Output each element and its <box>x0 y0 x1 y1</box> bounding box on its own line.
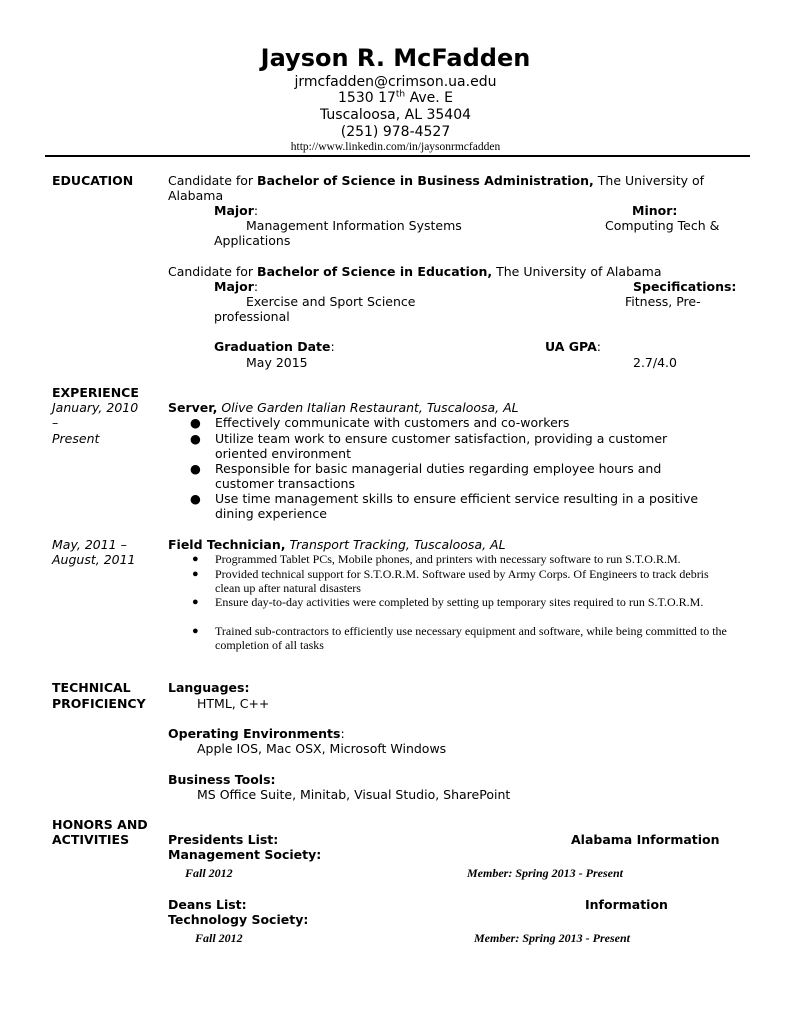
applicant-name: Jayson R. McFadden <box>260 44 531 72</box>
job-2-title: Field Technician, Transport Tracking, Tuscaloosa, AL <box>168 537 506 552</box>
honor-1-right: Alabama Information <box>571 832 720 847</box>
honor-1-date-right: Member: Spring 2013 - Present <box>467 866 623 880</box>
degree-2-spec-value: Fitness, Pre- <box>625 294 701 309</box>
degree-1-line: Candidate for Bachelor of Science in Business Administration, The University of <box>168 173 705 188</box>
honor-2-right: Information <box>585 897 668 912</box>
degree-1-minor-label: Minor: <box>632 203 678 218</box>
job-2-date-start: May, 2011 – <box>52 537 127 552</box>
honor-2-cont: Technology Society: <box>168 912 309 927</box>
education-heading: EDUCATION <box>52 173 134 188</box>
honor-1-left: Presidents List: <box>168 832 279 847</box>
degree-1-minor-value: Computing Tech & <box>605 218 720 233</box>
os-value: Apple IOS, Mac OSX, Microsoft Windows <box>197 741 447 756</box>
email-address[interactable]: jrmcfadden@crimson.ua.edu <box>294 74 497 90</box>
job-1-date-start: January, 2010 <box>52 400 139 415</box>
header-divider <box>45 155 750 157</box>
degree-2-line: Candidate for Bachelor of Science in Education, The University of Alabama <box>168 264 662 279</box>
technical-heading-line-1: TECHNICAL <box>52 680 131 695</box>
tools-value: MS Office Suite, Minitab, Visual Studio, SharePoint <box>197 787 511 802</box>
degree-2-spec-cont: professional <box>214 309 290 324</box>
graduation-value: May 2015 <box>246 355 308 370</box>
experience-heading: EXPERIENCE <box>52 385 139 400</box>
degree-1-major-value: Management Information Systems <box>246 218 462 233</box>
job-2-date-end: August, 2011 <box>52 552 136 567</box>
bullet-icon: ● <box>190 415 201 430</box>
graduation-label: Graduation Date: <box>214 339 335 354</box>
honors-heading-line-2: ACTIVITIES <box>52 832 130 847</box>
degree-1-minor-cont: Applications <box>214 233 291 248</box>
phone-number: (251) 978-4527 <box>340 124 451 140</box>
degree-2-major-value: Exercise and Sport Science <box>246 294 416 309</box>
bullet-icon: ● <box>192 568 199 580</box>
honors-heading-line-1: HONORS AND <box>52 817 148 832</box>
degree-2-major-label: Major: <box>214 279 259 294</box>
degree-2-spec-label: Specifications: <box>633 279 737 294</box>
bullet-icon: ● <box>190 491 201 506</box>
honor-2-date-right: Member: Spring 2013 - Present <box>474 931 630 945</box>
bullet-icon: ● <box>192 625 199 637</box>
bullet-icon: ● <box>190 461 201 476</box>
city-address: Tuscaloosa, AL 35404 <box>319 107 472 123</box>
linkedin-link[interactable]: http://www.linkedin.com/in/jaysonrmcfadden <box>290 141 501 153</box>
languages-value: HTML, C++ <box>197 696 270 711</box>
bullet-icon: ● <box>192 596 199 608</box>
languages-label: Languages: <box>168 680 250 695</box>
job-1-date-dash: – <box>52 415 59 430</box>
honor-1-cont: Management Society: <box>168 847 322 862</box>
honor-2-date-left: Fall 2012 <box>195 931 243 945</box>
technical-heading-line-2: PROFICIENCY <box>52 696 146 711</box>
bullet-icon: ● <box>190 431 201 446</box>
gpa-label: UA GPA: <box>545 339 601 354</box>
street-address: 1530 17th Ave. E <box>338 89 453 106</box>
job-1-date-end: Present <box>52 431 100 446</box>
gpa-value: 2.7/4.0 <box>633 355 677 370</box>
honor-1-date-left: Fall 2012 <box>185 866 233 880</box>
bullet-icon: ● <box>192 553 199 565</box>
tools-label: Business Tools: <box>168 772 276 787</box>
honor-2-left: Deans List: <box>168 897 247 912</box>
degree-1-major-label: Major: <box>214 203 259 218</box>
degree-1-school-cont: Alabama <box>168 188 224 203</box>
job-1-title: Server, Olive Garden Italian Restaurant, Tuscaloosa, AL <box>168 400 519 415</box>
os-label: Operating Environments: <box>168 726 345 741</box>
